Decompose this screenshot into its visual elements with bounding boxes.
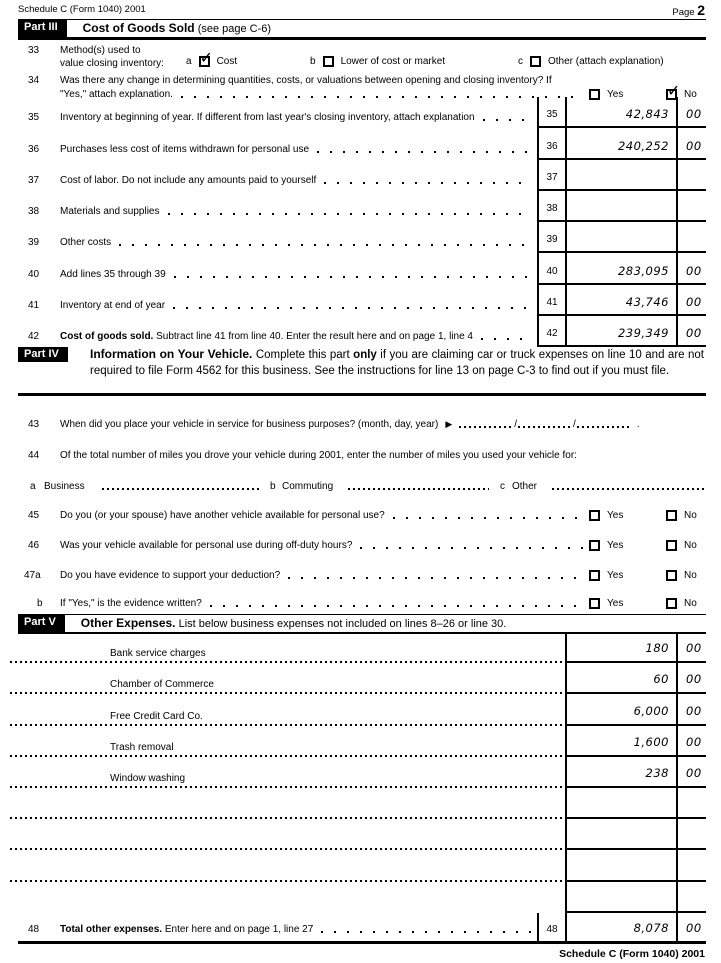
cost-checkbox[interactable] [199, 56, 210, 67]
expense-amount-field[interactable] [565, 850, 676, 881]
line33 [18, 45, 706, 73]
date-month-field[interactable] [459, 426, 513, 428]
line35-cents-field[interactable]: 00 [676, 97, 706, 128]
expense-cents-field[interactable]: 00 [676, 694, 706, 725]
expense-amount-field[interactable] [565, 819, 676, 850]
line33-option-c: c Other (attach explanation) [518, 56, 664, 67]
expense-row [10, 632, 706, 663]
line47a: 47a Do you have evidence to support your deduction? Yes No [24, 570, 697, 581]
expense-desc-field[interactable] [10, 882, 565, 913]
part4-header-bar [18, 347, 68, 362]
line42-box-number: 42 [537, 316, 565, 347]
expense-desc-field[interactable]: Bank service charges [10, 632, 565, 663]
line48-cents-field[interactable]: 00 [676, 913, 706, 941]
expense-cents-field[interactable]: 00 [676, 757, 706, 788]
expense-desc-field[interactable]: Chamber of Commerce [10, 663, 565, 694]
line46-no-checkbox[interactable] [666, 540, 677, 551]
expense-row [10, 788, 706, 819]
expense-row [10, 850, 706, 881]
line33-label: Method(s) used to value closing inventory: [60, 45, 164, 69]
part4-intro: Information on Your Vehicle. Complete this part only if you are claiming car or truck expenses on line 10 and are not required to file Form 4562 for this business. See the instructions for line 13 on page C-3 to find out if you must file. [90, 347, 704, 377]
line47b: b If "Yes," is the evidence written? Yes No [37, 598, 697, 609]
line39-row: 39 Other costs 39 [18, 222, 706, 253]
leader-dots [288, 577, 583, 579]
line33-number: 33 [28, 45, 40, 56]
line48-row [18, 913, 706, 944]
expense-row [10, 663, 706, 694]
line41-box-number: 41 [537, 285, 565, 316]
leader-dots [210, 605, 583, 607]
leader-dots [317, 151, 531, 153]
line35-desc: Inventory at beginning of year. If different from last year's closing inventory, attach explanation [60, 112, 475, 124]
expense-cents-field[interactable] [676, 788, 706, 819]
line45-no-checkbox[interactable] [666, 510, 677, 521]
line48-number: 48 [28, 924, 40, 935]
leader-dots [324, 182, 531, 184]
line48-amount-field[interactable]: 8,078 [565, 913, 676, 941]
line41-cents-field[interactable]: 00 [676, 285, 706, 316]
line36-cents-field[interactable]: 00 [676, 128, 706, 159]
line42-desc: Cost of goods sold. Subtract line 41 from line 40. Enter the result here and on page 1, line 4 [60, 331, 473, 342]
expense-desc-field[interactable] [10, 788, 565, 819]
commuting-miles-label: Commuting [282, 481, 334, 492]
other-expenses-table [10, 632, 706, 913]
line40-cents-field[interactable]: 00 [676, 253, 706, 284]
page-word: Page [672, 7, 695, 18]
leader-dots [393, 517, 583, 519]
expense-cents-field[interactable] [676, 850, 706, 881]
line37-box-number: 37 [537, 160, 565, 191]
part3-title [67, 20, 271, 37]
line34-yes: Yes [589, 89, 666, 100]
line37-desc: Cost of labor. Do not include any amounts paid to yourself [60, 174, 317, 186]
line36-row: 36 Purchases less cost of items withdrawn for personal use 36 240,252 00 [18, 128, 706, 159]
line42-row: 42 Cost of goods sold. Subtract line 41 from line 40. Enter the result here and on page 1, line 4 42 239,349 00 [18, 316, 706, 347]
line46: 46 Was your vehicle available for personal use during off-duty hours? Yes No [28, 540, 697, 551]
line38-amount-field[interactable] [565, 191, 676, 222]
expense-amount-field[interactable]: 1,600 [565, 726, 676, 757]
leader-dots [483, 119, 531, 121]
line44-number: 44 [28, 450, 40, 461]
line43-number: 43 [28, 419, 40, 430]
line40-desc: Add lines 35 through 39 [60, 268, 166, 280]
page-number-value: 2 [697, 2, 705, 18]
leader-dots [168, 213, 532, 215]
line37-row: 37 Cost of labor. Do not include any amounts paid to yourself 37 [18, 160, 706, 191]
part4-divider-rule [18, 393, 706, 396]
line47b-no-checkbox[interactable] [666, 598, 677, 609]
other-miles-field[interactable] [552, 488, 706, 490]
expense-amount-field[interactable] [565, 882, 676, 913]
line47b-text: If "Yes," is the evidence written? [60, 598, 202, 609]
line45: 45 Do you (or your spouse) have another vehicle available for personal use? Yes No [28, 510, 697, 521]
expense-row [10, 726, 706, 757]
line44 [18, 450, 706, 461]
cost-of-goods-table [18, 97, 706, 347]
business-miles-field[interactable] [102, 488, 259, 490]
line46-text: Was your vehicle available for personal use during off-duty hours? [60, 540, 353, 551]
part3-header-bar [18, 19, 706, 40]
line41-amount-field[interactable]: 43,746 [565, 285, 676, 316]
line38-desc: Materials and supplies [60, 206, 160, 217]
expense-amount-field[interactable]: 6,000 [565, 694, 676, 725]
line42-cents-field[interactable]: 00 [676, 316, 706, 347]
line45-yes-checkbox[interactable] [589, 510, 600, 521]
page-number [672, 2, 705, 18]
line35-row: 35 Inventory at beginning of year. If different from last year's closing inventory, attach explanation 35 42,843 00 [18, 97, 706, 128]
line38-row: 38 Materials and supplies 38 [18, 191, 706, 222]
line38-cents-field[interactable] [676, 191, 706, 222]
line34-text2: "Yes," attach explanation. [60, 89, 173, 100]
lower-of-cost-checkbox[interactable] [323, 56, 334, 67]
expense-desc-field[interactable]: Window washing [10, 757, 565, 788]
line37-cents-field[interactable] [676, 160, 706, 191]
expense-desc-field[interactable]: Free Credit Card Co. [10, 694, 565, 725]
part3-tab: Part III [18, 20, 67, 37]
line47a-no-checkbox[interactable] [666, 570, 677, 581]
part5-tab: Part V [18, 615, 65, 632]
line48-text: Total other expenses. Enter here and on page 1, line 27 [60, 924, 314, 935]
part3-title-note: (see page C-6) [197, 23, 272, 35]
line42-amount-field[interactable]: 239,349 [565, 316, 676, 347]
line40-amount-field[interactable]: 283,095 [565, 253, 676, 284]
expense-row [10, 882, 706, 913]
line39-amount-field[interactable] [565, 222, 676, 253]
line33-option-a: a ✓ Cost [186, 56, 237, 67]
expense-amount-field[interactable]: 60 [565, 663, 676, 694]
expense-amount-field[interactable]: 180 [565, 632, 676, 663]
other-method-checkbox[interactable] [530, 56, 541, 67]
part4-title: Information on Your Vehicle. [90, 347, 253, 361]
part3-title-text: Cost of Goods Sold [82, 21, 195, 35]
line35-amount-field[interactable]: 42,843 [565, 97, 676, 128]
leader-dots [119, 244, 531, 246]
arrow-right-icon: ▶ [445, 419, 453, 429]
line47b-yes-checkbox[interactable] [589, 598, 600, 609]
part5-header-bar [18, 614, 706, 634]
line43-text: When did you place your vehicle in service for business purposes? (month, day, year) [60, 419, 439, 430]
line34-text1: Was there any change in determining quantities, costs, or valuations between opening and closing inventory? If [60, 75, 552, 86]
line39-cents-field[interactable] [676, 222, 706, 253]
expense-row [10, 757, 706, 788]
leader-dots [321, 931, 531, 933]
expense-cents-field[interactable] [676, 819, 706, 850]
line45-text: Do you (or your spouse) have another vehicle available for personal use? [60, 510, 385, 521]
line37-amount-field[interactable] [565, 160, 676, 191]
part4-tab: Part IV [18, 347, 68, 362]
expense-amount-field[interactable] [565, 788, 676, 819]
line47a-text: Do you have evidence to support your deduction? [60, 570, 281, 581]
line41-desc: Inventory at end of year [60, 299, 166, 311]
line39-box-number: 39 [537, 222, 565, 253]
line43: 43 When did you place your vehicle in service for business purposes? (month, day, year) ▶ / / . [18, 419, 706, 430]
line34-number: 34 [28, 75, 40, 86]
expense-cents-field[interactable]: 00 [676, 726, 706, 757]
line39-desc: Other costs [60, 237, 112, 249]
line35-box-number: 35 [537, 97, 565, 128]
line36-desc: Purchases less cost of items withdrawn for personal use [60, 143, 309, 155]
date-year-field[interactable] [577, 426, 631, 428]
expense-cents-field[interactable] [676, 882, 706, 913]
business-miles-label: Business [44, 481, 85, 492]
expense-desc-field[interactable]: Trash removal [10, 726, 565, 757]
form-footer: Schedule C (Form 1040) 2001 [559, 948, 705, 960]
expense-cents-field[interactable]: 00 [676, 663, 706, 694]
form-id-header: Schedule C (Form 1040) 2001 [18, 4, 146, 15]
leader-dots [481, 338, 531, 340]
expense-amount-field[interactable]: 238 [565, 757, 676, 788]
leader-dots [174, 276, 531, 278]
part5-title: Other Expenses. List below business expenses not included on lines 8–26 or line 30. [80, 616, 507, 630]
line33-option-b: b Lower of cost or market [310, 56, 446, 67]
expense-desc-field[interactable] [10, 819, 565, 850]
line36-amount-field[interactable]: 240,252 [565, 128, 676, 159]
line47a-yes-checkbox[interactable] [589, 570, 600, 581]
date-day-field[interactable] [518, 426, 572, 428]
expense-row [10, 694, 706, 725]
line40-row: 40 Add lines 35 through 39 40 283,095 00 [18, 253, 706, 284]
line48-box-number: 48 [537, 913, 565, 941]
commuting-miles-field[interactable] [348, 488, 489, 490]
other-miles-label: Other [512, 481, 538, 492]
line34-no: ✓ No [666, 89, 706, 100]
leader-dots [360, 547, 583, 549]
line40-box-number: 40 [537, 253, 565, 284]
expense-cents-field[interactable]: 00 [676, 632, 706, 663]
line44-abc: a Business b Commuting c Other [18, 481, 706, 492]
expense-desc-field[interactable] [10, 850, 565, 881]
line44-text: Of the total number of miles you drove your vehicle during 2001, enter the number of miles you used your vehicle for: [60, 450, 577, 461]
line41-row: 41 Inventory at end of year 41 43,746 00 [18, 285, 706, 316]
expense-row [10, 819, 706, 850]
line36-box-number: 36 [537, 128, 565, 159]
line46-yes-checkbox[interactable] [589, 540, 600, 551]
line38-box-number: 38 [537, 191, 565, 222]
leader-dots [173, 307, 531, 309]
